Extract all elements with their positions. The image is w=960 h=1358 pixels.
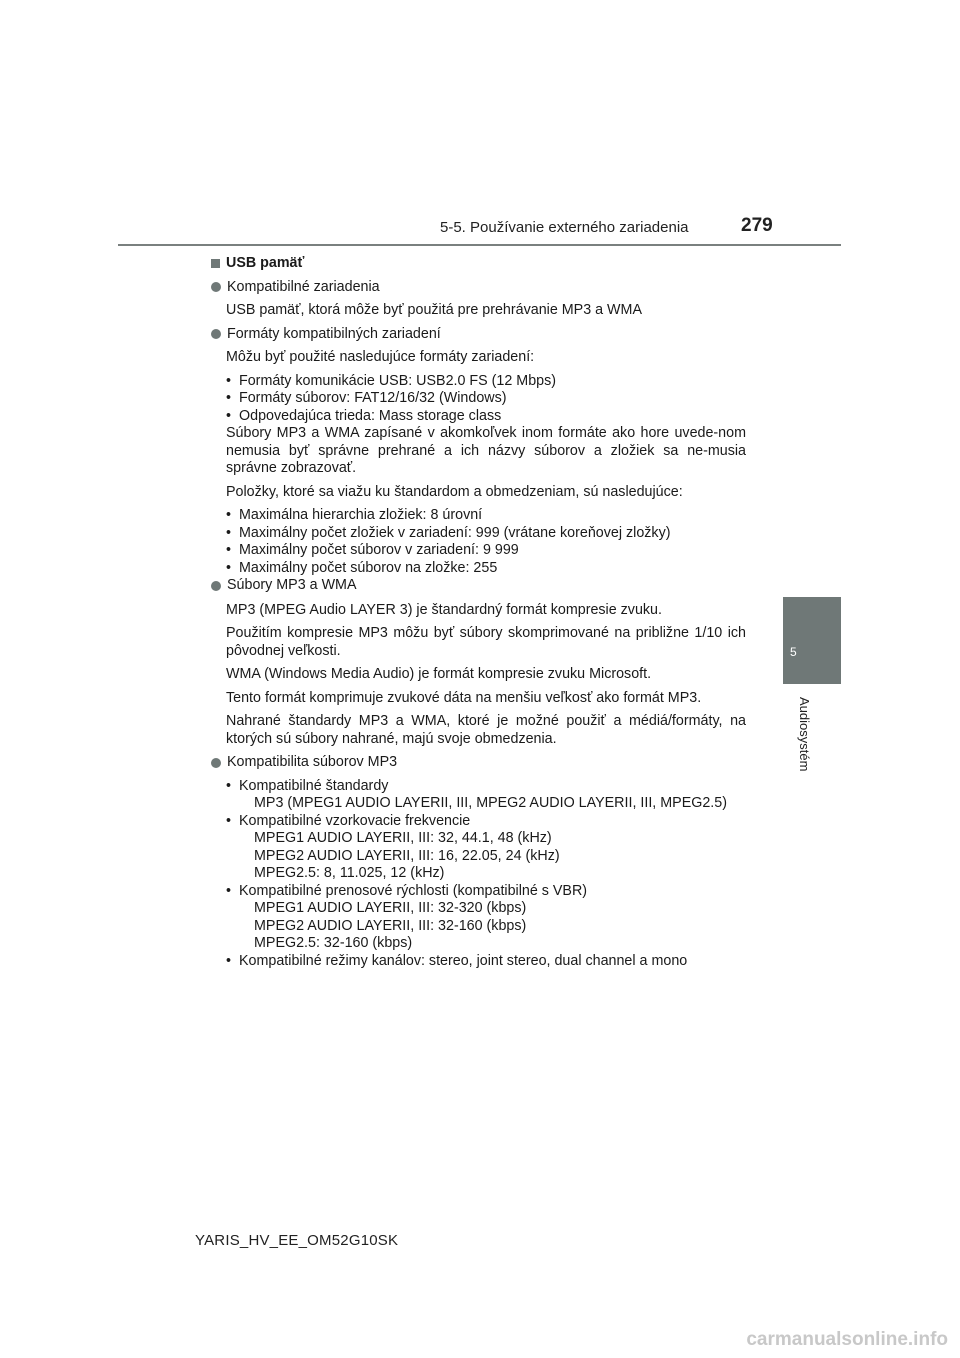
subsection-heading (211, 279, 746, 297)
list-item: • Formáty súborov: FAT12/16/32 (Windows) (226, 390, 507, 406)
circle-bullet-icon (211, 329, 221, 339)
paragraph: Tento formát komprimuje zvukové dáta na menšiu veľkosť ako formát MP3. (226, 689, 702, 706)
section-title (211, 255, 746, 273)
list-item: • Formáty komunikácie USB: USB2.0 FS (12 Mbps) (226, 372, 557, 389)
list-item: • Kompatibilné štandardy (226, 777, 389, 794)
circle-bullet-icon (211, 282, 221, 292)
list-item: • Maximálny počet súborov v zariadení: 9 999 (226, 542, 519, 558)
paragraph: WMA (Windows Media Audio) je formát kompresie zvuku Microsoft. (226, 666, 652, 682)
list-item-detail: MP3 (MPEG1 AUDIO LAYERII, III, MPEG2 AUDIO LAYERII, III, MPEG2.5) (254, 795, 727, 811)
circle-bullet-icon (211, 758, 221, 768)
list-item-detail: MPEG2.5: 32-160 (kbps) (254, 935, 413, 951)
paragraph: Môžu byť použité nasledujúce formáty zariadení: (226, 349, 535, 365)
document-code: YARIS_HV_EE_OM52G10SK (195, 1232, 399, 1249)
header-divider (118, 244, 841, 246)
subsection-heading-text: Formáty kompatibilných zariadení (227, 325, 441, 342)
bullet-list (226, 507, 746, 577)
paragraph: USB pamäť, ktorá môže byť použitá pre prehrávanie MP3 a WMA (226, 302, 642, 318)
paragraph: Nahrané štandardy MP3 a WMA, ktoré je možné použiť a médiá/formáty, na ktorých sú súbory nahrané, majú svoje obmedzenia. (226, 713, 746, 747)
list-item: • Maximálna hierarchia zložiek: 8 úrovní (226, 507, 483, 523)
paragraph: Položky, ktoré sa viažu ku štandardom a obmedzeniam, sú nasledujúce: (226, 483, 683, 500)
subsection-heading (211, 754, 746, 772)
list-item: • Kompatibilné režimy kanálov: stereo, joint stereo, dual channel a mono (226, 952, 688, 969)
subsection-heading-text: Kompatibilné zariadenia (227, 278, 380, 295)
paragraph: Súbory MP3 a WMA zapísané v akomkoľvek inom formáte ako hore uvede-nom nemusia byť správne prehrané a ich názvy súborov a zložiek sa ne-musia správne zobrazovať. (226, 425, 746, 476)
list-item-detail: MPEG2.5: 8, 11.025, 12 (kHz) (254, 865, 445, 881)
chapter-tab (783, 597, 841, 684)
subsection-heading (211, 326, 746, 344)
main-content (211, 255, 746, 970)
header-title: 5-5. Používanie externého zariadenia (440, 219, 689, 236)
paragraph: Použitím kompresie MP3 môžu byť súbory skomprimované na približne 1/10 ich pôvodnej veľkosti. (226, 625, 746, 659)
list-item: • Kompatibilné prenosové rýchlosti (kompatibilné s VBR) (226, 882, 588, 899)
list-item: • Odpovedajúca trieda: Mass storage class (226, 407, 502, 424)
list-item-detail: MPEG2 AUDIO LAYERII, III: 16, 22.05, 24 (kHz) (254, 847, 560, 864)
page-number: 279 (741, 215, 773, 236)
watermark: carmanualsonline.info (746, 1329, 948, 1350)
square-bullet-icon (211, 259, 220, 268)
subsection-heading (211, 577, 746, 595)
bullet-list (226, 373, 746, 426)
list-item: • Maximálny počet súborov na zložke: 255 (226, 559, 498, 576)
list-item-detail: MPEG1 AUDIO LAYERII, III: 32, 44.1, 48 (kHz) (254, 830, 552, 846)
paragraph: MP3 (MPEG Audio LAYER 3) je štandardný formát kompresie zvuku. (226, 601, 662, 618)
subsection-heading-text: Kompatibilita súborov MP3 (227, 754, 398, 770)
section-title-text: USB pamäť (226, 255, 305, 271)
list-item-detail: MPEG1 AUDIO LAYERII, III: 32-320 (kbps) (254, 900, 527, 916)
list-item: • Kompatibilné vzorkovacie frekvencie (226, 812, 471, 829)
list-item-detail: MPEG2 AUDIO LAYERII, III: 32-160 (kbps) (254, 917, 527, 934)
chapter-tab-label: Audiosystém (797, 697, 812, 772)
list-item: • Maximálny počet zložiek v zariadení: 999 (vrátane koreňovej zložky) (226, 524, 671, 541)
bullet-list (226, 778, 746, 971)
circle-bullet-icon (211, 581, 221, 591)
chapter-tab-number: 5 (790, 645, 797, 659)
subsection-heading-text: Súbory MP3 a WMA (227, 577, 357, 593)
